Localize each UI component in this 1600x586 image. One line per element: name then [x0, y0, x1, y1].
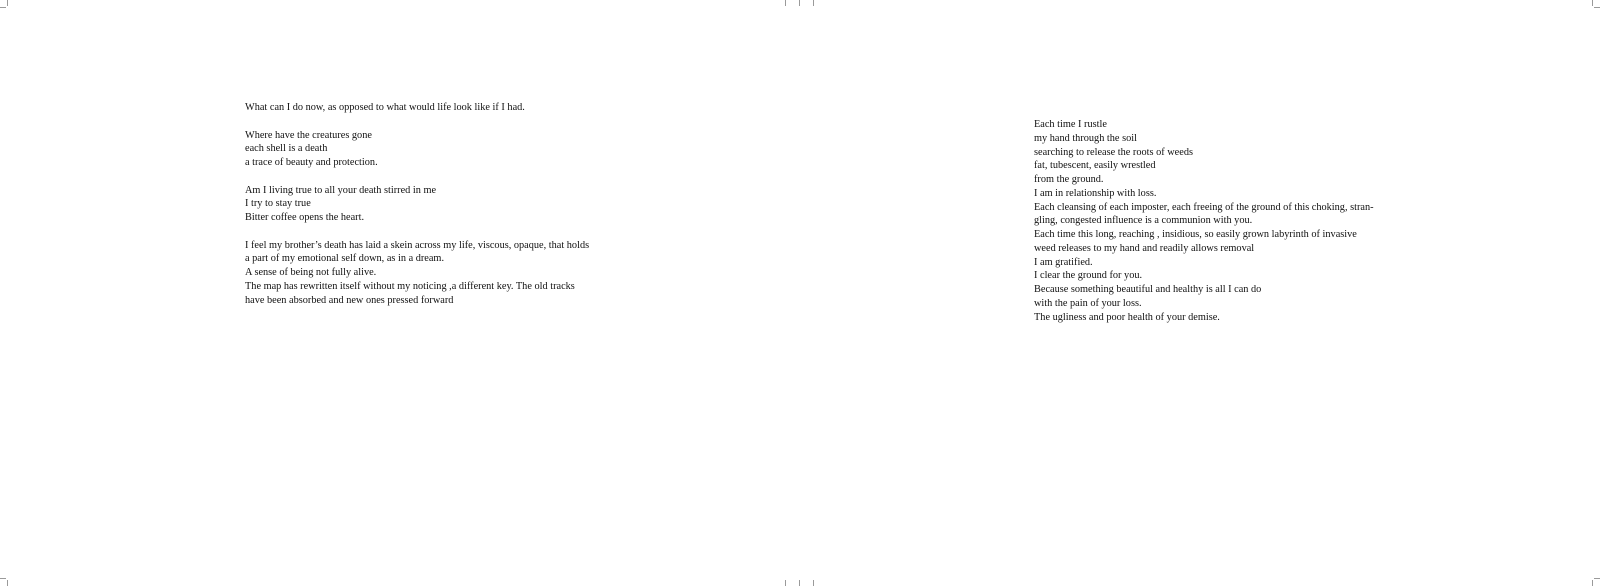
poem-line: I feel my brother’s death has laid a skein across my life, viscous, opaque, that holds	[245, 239, 590, 251]
poem-line: I clear the ground for you.	[1034, 270, 1143, 282]
poem-line: gling, congested influence is a communion with you.	[1034, 215, 1253, 227]
right-page	[800, 0, 1600, 586]
poem-line: from the ground.	[1034, 174, 1104, 185]
poem-line: I am gratified.	[1034, 256, 1093, 268]
poem-line: Each cleansing of each imposter, each freeing of the ground of this choking, stran-	[1034, 201, 1374, 213]
poem-line: Where have the creatures gone	[245, 129, 372, 141]
poem-line: The ugliness and poor health of your demise.	[1034, 311, 1220, 323]
left-stanza-1	[245, 101, 589, 115]
poem-line: a part of my emotional self down, as in a dream.	[245, 253, 445, 265]
poem-line: fat, tubescent, easily wrestled	[1034, 160, 1156, 172]
poem-line: a trace of beauty and protection.	[245, 157, 378, 168]
poem-line: my hand through the soil	[1034, 132, 1137, 144]
poem-line: Bitter coffee opens the heart.	[245, 212, 365, 223]
poem-line: What can I do now, as opposed to what would life look like if I had.	[245, 102, 525, 113]
left-stanza-3	[245, 184, 589, 225]
poem-line: have been absorbed and new ones pressed forward	[245, 294, 454, 306]
poem-line: Because something beautiful and healthy is all I can do	[1034, 284, 1262, 295]
right-poem	[1034, 118, 1374, 324]
left-stanza-4	[245, 239, 589, 308]
poem-line: searching to release the roots of weeds	[1034, 146, 1193, 158]
poem-line: weed releases to my hand and readily allows removal	[1034, 242, 1255, 254]
poem-line: Each time I rustle	[1034, 119, 1107, 130]
poem-line: A sense of being not fully alive.	[245, 267, 377, 278]
poem-line: I try to stay true	[245, 198, 311, 210]
poem-line: I am in relationship with loss.	[1034, 187, 1157, 199]
right-stanza-1	[1034, 118, 1374, 324]
left-stanza-2	[245, 129, 589, 170]
poem-line: with the pain of your loss.	[1034, 297, 1142, 309]
left-poem	[245, 101, 589, 307]
poem-line: The map has rewritten itself without my noticing ,a different key. The old tracks	[245, 280, 575, 292]
poem-line: Am I living true to all your death stirred in me	[245, 184, 437, 196]
poem-line: Each time this long, reaching , insidious, so easily grown labyrinth of invasive	[1034, 229, 1357, 240]
poem-line: each shell is a death	[245, 143, 328, 155]
